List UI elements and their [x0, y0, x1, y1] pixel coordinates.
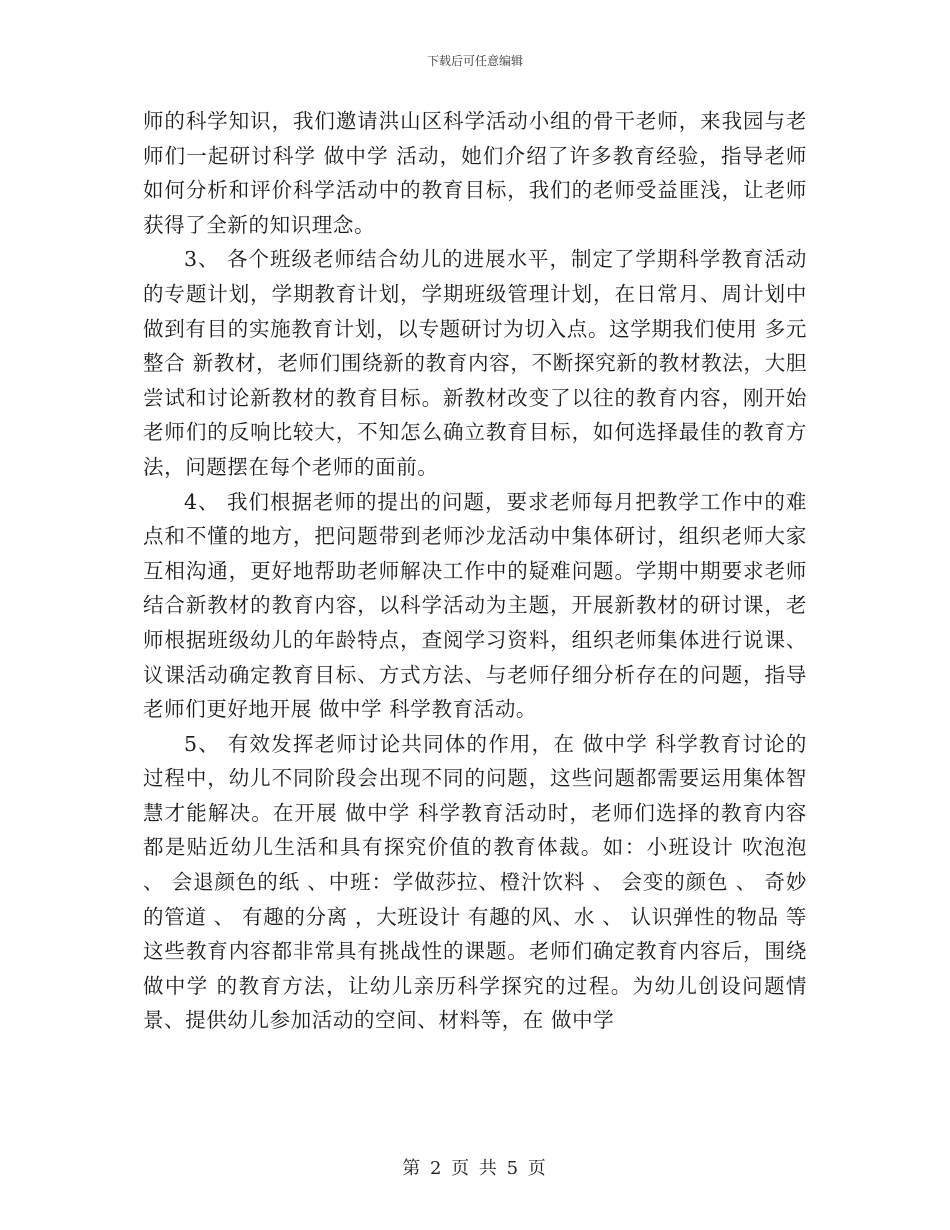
paragraph-item-4: 4、 我们根据老师的提出的问题，要求老师每月把教学工作中的难点和不懂的地方，把问题带到老师沙龙活动中集体研讨，组织老师大家互相沟通，更好地帮助老师解决工作中的疑难问题。学期中期要求老师结合新教材的教育内容，以科学活动为主题，开展新教材的研讨课，老师根据班级幼儿的年龄特点，查阅学习资料，组织老师集体进行说课、议课活动确定教育目标、方式方法、与老师仔细分析存在的问题，指导老师们更好地开展 做中学 科学教育活动。: [143, 489, 807, 722]
paragraph-item-5: 5、 有效发挥老师讨论共同体的作用，在 做中学 科学教育讨论的过程中，幼儿不同阶段会出现不同的问题，这些问题都需要运用集体智慧才能解决。在开展 做中学 科学教育活动时，老师们选择的教育内容都是贴近幼儿生活和具有探究价值的教育体裁。如：小班设计 吹泡泡 、 会退颜色的纸 、中班：学做莎拉、橙汁饮料 、 会变的颜色 、 奇妙的管道 、 有趣的分离 ，大班设计 有趣的风、水 、 认识弹性的物品 等这些教育内容都非常具有挑战性的课题。老师们确定教育内容后，围绕 做中学 的教育方法，让幼儿亲历科学探究的过程。为幼儿创设问题情景、提供幼儿参加活动的空间、材料等，在 做中学: [143, 731, 807, 1033]
document-body: [143, 104, 807, 1038]
page-footer: 第 2 页 共 5 页: [402, 1158, 548, 1179]
page-header: 下载后可任意编辑: [426, 54, 523, 68]
paragraph-continuation: 师的科学知识，我们邀请洪山区科学活动小组的骨干老师，来我园与老师们一起研讨科学 做中学 活动，她们介绍了许多教育经验，指导老师如何分析和评价科学活动中的教育目标，我们的老师受益匪浅，让老师获得了全新的知识理念。: [143, 109, 807, 237]
paragraph-item-3: 3、 各个班级老师结合幼儿的进展水平，制定了学期科学教育活动的专题计划，学期教育计划，学期班级管理计划，在日常月、周计划中做到有目的实施教育计划，以专题研讨为切入点。这学期我们使用 多元整合 新教材，老师们围绕新的教育内容，不断探究新的教材教法，大胆尝试和讨论新教材的教育目标。新教材改变了以往的教育内容，刚开始老师们的反响比较大，不知怎么确立教育目标，如何选择最佳的教育方法，问题摆在每个老师的面前。: [143, 247, 807, 479]
